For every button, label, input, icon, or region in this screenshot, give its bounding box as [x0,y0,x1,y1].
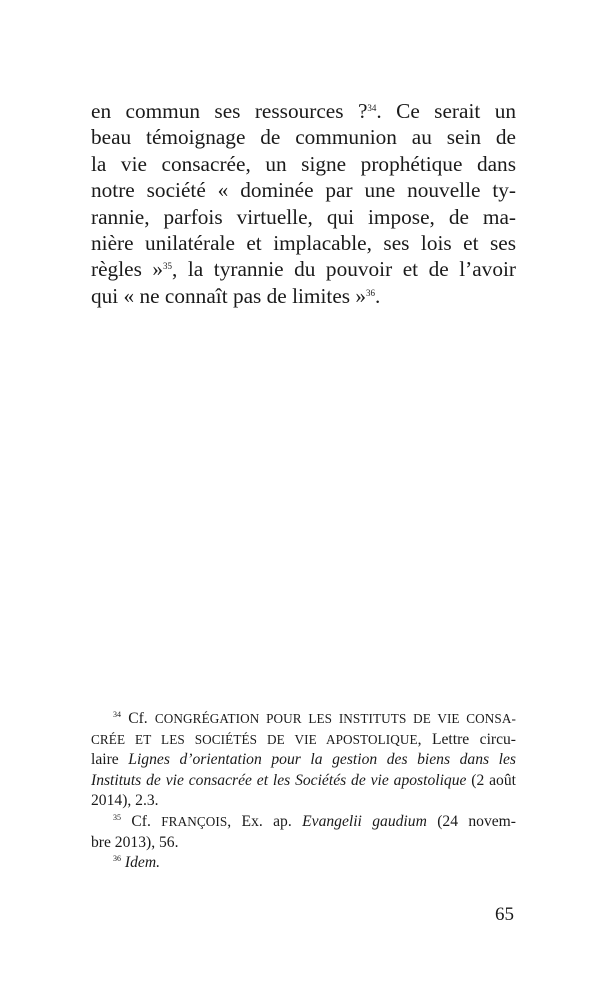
footnote-line: bre 2013), 56. [91,833,179,851]
footnote-line [91,771,516,792]
text-line: beau témoignage de communion au sein de [91,125,516,150]
footnotes [91,709,516,874]
small-caps-run: CRÉE ET LES SOCIÉTÉS DE VIE APOSTOLIQUE [91,731,418,747]
text-line [91,283,516,309]
text-run: qui « ne connaît pas de limites » [91,283,367,308]
italic-text: Idem. [124,854,160,872]
text-line: notre société « dominée par une nouvelle ty- [91,178,516,203]
text-run: en commun ses ressources ? [91,99,368,123]
text-run: Cf. [131,812,151,830]
footnote-number: 36 [113,854,121,864]
italic-title: Lignes d’orientation pour la gestion des biens dans les [128,751,516,769]
text-run: règles » [91,257,164,282]
footnote-34 [91,709,516,730]
text-run: , Ex. ap. [227,812,292,830]
text-run: Cf. [128,710,148,727]
text-run: . Ce serait un [376,99,516,123]
footnote-ref-35[interactable]: 35 [163,261,173,272]
text-line [91,98,516,124]
footnote-line: 2014), 2.3. [91,792,159,810]
small-caps-run: CONGRÉGATION POUR LES INSTITUTS DE VIE CONSA- [154,711,516,726]
text-run: , Lettre circu- [417,730,517,748]
footnote-35 [91,812,516,833]
footnote-number: 35 [113,812,121,822]
text-line: la vie consacrée, un signe prophétique dans [91,151,516,176]
text-run: (2 août [471,771,516,789]
italic-title: Instituts de vie consacrée et les Sociétés de vie apostolique [91,771,467,789]
main-paragraph [91,98,516,309]
text-run: laire [91,751,119,769]
text-line: rannie, parfois virtuelle, qui impose, de ma- [91,204,516,229]
footnote-line [91,730,516,751]
text-run: . [375,283,381,308]
italic-title: Evangelii gaudium [302,812,427,830]
text-run: (24 novem- [437,812,516,830]
footnote-line [91,750,516,771]
page-number: 65 [495,904,514,925]
text-run: , la tyrannie du pouvoir et de l’avoir [172,257,516,282]
footnote-number: 34 [113,710,121,719]
footnote-ref-34[interactable]: 34 [367,103,377,113]
small-caps-run: FRANÇOIS [161,813,228,829]
footnote-ref-36[interactable]: 36 [366,287,376,298]
text-line: nière unilatérale et implacable, ses lois et ses [91,231,516,256]
footnote-36 [91,853,516,874]
text-line [91,256,516,282]
